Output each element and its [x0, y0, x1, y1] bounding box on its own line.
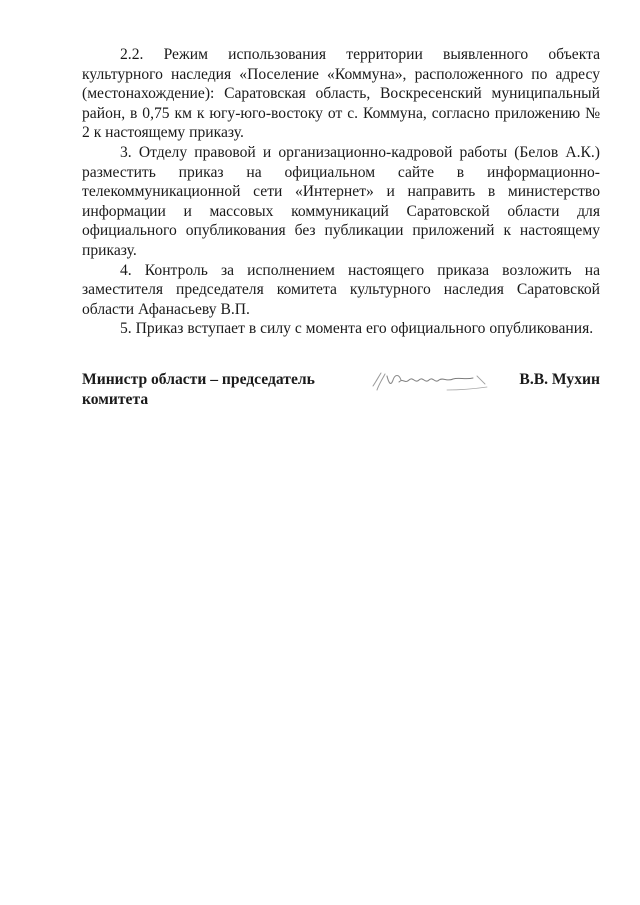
document-body: [82, 45, 600, 339]
paragraph-3: 3. Отделу правовой и организационно-кадровой работы (Белов А.К.) разместить приказ на официальном сайте в информационно-телекоммуникационной сети «Интернет» и направить в министерство информации и массовых коммуникаций Саратовской области для официального опубликования без публикации приложений к настоящему приказу.: [82, 143, 600, 259]
signature-block: [82, 370, 600, 410]
handwritten-signature: [369, 366, 497, 400]
paragraph-4: 4. Контроль за исполнением настоящего приказа возложить на заместителя председателя комитета культурного наследия Саратовской области Афанасьеву В.П.: [82, 261, 600, 318]
signatory-title: Министр области – председатель комитета: [82, 371, 315, 408]
signatory-name: В.В. Мухин: [519, 371, 600, 388]
paragraph-2-2: 2.2. Режим использования территории выявленного объекта культурного наследия «Поселение «Коммуна», расположенного по адресу (местонахождение): Саратовская область, Воскресенский муниципальный район, в 0,75 км к югу-юго-востоку от с. Коммуна, согласно приложению № 2 к настоящему приказу.: [82, 46, 600, 142]
paragraph-5: 5. Приказ вступает в силу с момента его официального опубликования.: [120, 320, 594, 338]
